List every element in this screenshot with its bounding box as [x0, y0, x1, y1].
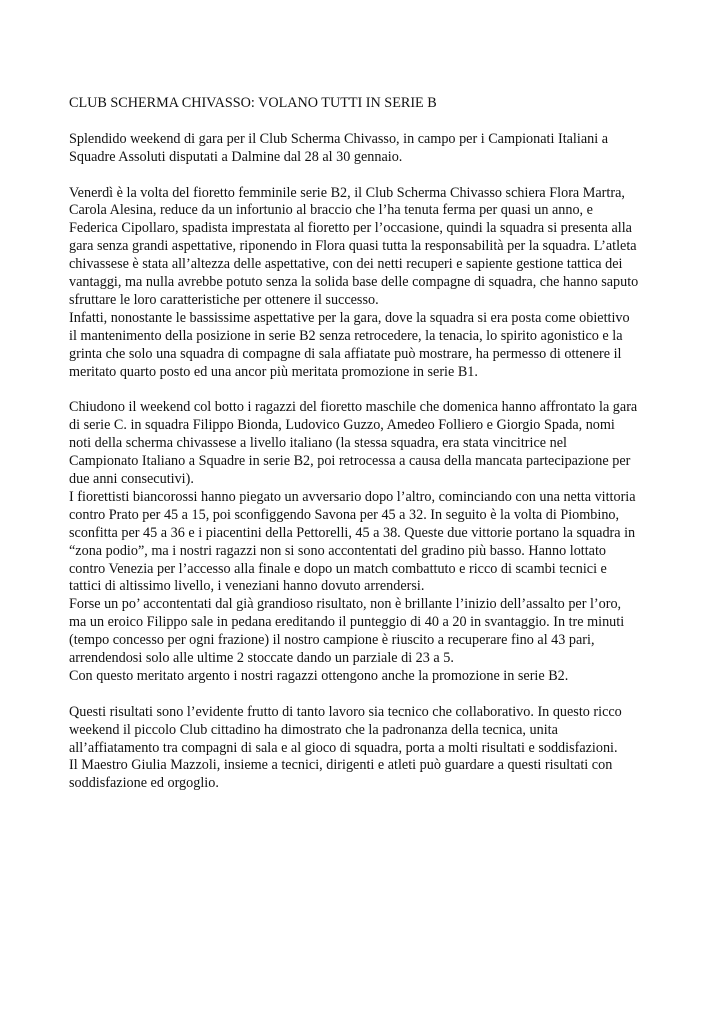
text-line: Squadre Assoluti disputati a Dalmine dal 28 al 30 gennaio.: [69, 148, 403, 165]
text-line: di serie C. in squadra Filippo Bionda, Ludovico Guzzo, Amedeo Folliero e Giorgio Spada, nomi: [69, 417, 615, 434]
text-line: Federica Cipollaro, spadista imprestata al fioretto per l’occasione, quindi la squadra si presenta alla: [69, 220, 632, 237]
text-line: Con questo meritato argento i nostri ragazzi ottengono anche la promozione in serie B2.: [69, 667, 569, 684]
text-line: meritato quarto posto ed una ancor più meritata promozione in serie B1.: [69, 363, 478, 380]
text-line: soddisfazione ed orgoglio.: [69, 775, 219, 792]
paragraph-men-foil: [69, 399, 669, 686]
text-line: gara senza grandi aspettative, riponendo in Flora quasi tutta la responsabilità per la squadra. L’atleta: [69, 238, 637, 255]
text-line: Splendido weekend di gara per il Club Scherma Chivasso, in campo per i Campionati Italiani a: [69, 130, 608, 147]
text-line: grinta che solo una squadra di compagne di sala affiatate può mostrare, ha permesso di ottenere il: [69, 345, 622, 362]
paragraph-women-foil: [69, 185, 669, 382]
text-line: (tempo concesso per ogni frazione) il nostro campione è riuscito a recuperare fino al 43 pari,: [69, 632, 595, 649]
text-line: contro Prato per 45 a 15, poi sconfiggendo Savona per 45 a 32. In seguito è la volta di Piombino,: [69, 506, 620, 523]
text-line: Questi risultati sono l’evidente frutto di tanto lavoro sia tecnico che collaborativo. In questo ricco: [69, 703, 622, 720]
text-line: Il Maestro Giulia Mazzoli, insieme a tecnici, dirigenti e atleti può guardare a questi risultati con: [69, 757, 613, 774]
text-line: chivassese è stata all’altezza delle aspettative, con dei netti recuperi e sapiente gestione tattica dei: [69, 256, 623, 273]
text-line: Campionato Italiano a Squadre in serie B2, poi retrocessa a causa della mancata partecipazione per: [69, 453, 631, 470]
text-line: Infatti, nonostante le bassissime aspettative per la gara, dove la squadra si era posta come obiettivo: [69, 309, 630, 326]
text-line: ma un eroico Filippo sale in pedana ereditando il punteggio di 40 a 20 in svantaggio. In tre minuti: [69, 614, 625, 631]
text-line: “zona podio”, ma i nostri ragazzi non si sono accontentati del gradino più basso. Hanno lottato: [69, 542, 607, 559]
text-line: Chiudono il weekend col botto i ragazzi del fioretto maschile che domenica hanno affrontato la gara: [69, 399, 638, 416]
text-line: due anni consecutivi).: [69, 470, 194, 487]
text-line: il mantenimento della posizione in serie B2 senza retrocedere, la tenacia, lo spirito agonistico e la: [69, 327, 623, 344]
text-line: arrendendosi solo alle ultime 2 stoccate dando un parziale di 23 a 5.: [69, 650, 454, 667]
text-line: tattici di altissimo livello, i veneziani hanno dovuto arrendersi.: [69, 578, 425, 595]
article-title: CLUB SCHERMA CHIVASSO: VOLANO TUTTI IN SERIE B: [69, 95, 437, 111]
text-line: noti della scherma chivassese a livello italiano (la stessa squadra, era stata vincitrice nel: [69, 435, 567, 452]
text-line: weekend il piccolo Club cittadino ha dimostrato che la padronanza della tecnica, unita: [69, 721, 558, 738]
document-page: [69, 95, 669, 811]
text-line: contro Venezia per l’accesso alla finale e dopo un match combattuto e ricco di scambi tecnici e: [69, 560, 607, 577]
paragraph-intro: [69, 131, 669, 167]
text-line: Carola Alesina, reduce da un infortunio al braccio che l’ha tenuta ferma per quasi un anno, e: [69, 202, 593, 219]
text-line: sconfitta per 45 a 36 e i piacentini della Pettorelli, 45 a 38. Queste due vittorie portano la squadra in: [69, 524, 636, 541]
paragraph-conclusion: [69, 704, 669, 794]
text-line: I fiorettisti biancorossi hanno piegato un avversario dopo l’altro, cominciando con una netta vittoria: [69, 488, 636, 505]
text-line: sfruttare le loro caratteristiche per ottenere il successo.: [69, 291, 379, 308]
text-line: vantaggi, ma nulla avrebbe potuto senza la solida base delle compagne di squadra, che hanno saputo: [69, 274, 639, 291]
text-line: all’affiatamento tra compagni di sala e al gioco di squadra, porta a molti risultati e soddisfazioni.: [69, 739, 618, 756]
text-line: Forse un po’ accontentati dal già grandioso risultato, non è brillante l’inizio dell’assalto per l’oro,: [69, 596, 622, 613]
text-line: Venerdì è la volta del fioretto femminile serie B2, il Club Scherma Chivasso schiera Flora Martra,: [69, 184, 625, 201]
